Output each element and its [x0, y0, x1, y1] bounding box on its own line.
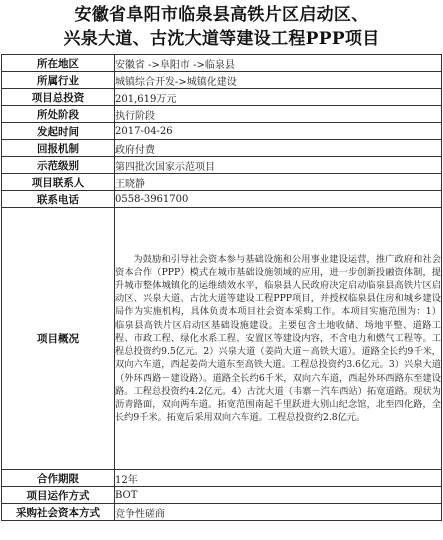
row-contact-phone [2, 191, 442, 208]
label-cooperation-period: 合作期限 [2, 470, 115, 487]
page-title [1, 0, 442, 54]
row-launch-date [2, 123, 442, 140]
value-overview: 为鼓励和引导社会资本参与基础设施和公用事业建设运营，推广政府和社会资本合作（PPP）模式在城市基础设施领域的应用，进一步创新投融资体制，提升城市整体城镇化的运维绩效水平，临泉县人民政府决定启动临泉县高铁片区启动区、兴泉大道、古沈大道等建设工程PPP项目，并授权临泉县住房和城乡建设局作为实施机构，具体负责本项目社会资本采购工作。本项目实施范围为：1）临泉县高铁片区启动区基础设施建设。主要包含土地收储、场地平整、道路工程、市政工程、绿化水系工程、安置区等建设内容，不含电力和燃气工程等。工程总投资约9.5亿元。2）兴泉大道（姜尚大道－高铁大道）。道路全长约9千米，双向六车道，西起姜尚大道东至高铁大道。工程总投资约3.6亿元。3）兴泉大道（外环西路－建设路）。道路全长约6千米，双向六车道，西起外环西路东至建设路。工程总投资约4.2亿元。4）古沈大道（韦寨－汽车西站）拓宽道路。现状为沥青路面，双向两车道。拓宽范围南起千里跃进大别山纪念馆，北至四化路，全长约9千米。拓宽后采用双向六车道。工程总投资约2.8亿元。 [115, 208, 442, 470]
row-contact-person [2, 174, 442, 191]
row-industry [2, 72, 442, 89]
row-cooperation-period [2, 470, 442, 487]
label-contact-person: 项目联系人 [2, 174, 115, 191]
value-launch-date: 2017-04-26 [115, 123, 442, 140]
label-demo-level: 示范级别 [2, 157, 115, 174]
label-stage: 所处阶段 [2, 106, 115, 123]
row-operation-mode [2, 487, 442, 504]
title-line-2: 兴泉大道、古沈大道等建设工程PPP项目 [63, 29, 380, 49]
row-procurement-method [2, 504, 442, 521]
label-operation-mode: 项目运作方式 [2, 487, 115, 504]
label-procurement-method: 采购社会资本方式 [2, 504, 115, 521]
row-overview [2, 208, 442, 470]
title-line-1: 安徽省阜阳市临泉县高铁片区启动区、 [74, 5, 369, 25]
value-procurement-method: 竞争性磋商 [115, 504, 442, 521]
label-region: 所在地区 [2, 55, 115, 72]
value-contact-person: 王晓静 [115, 174, 442, 191]
value-industry: 城镇综合开发->城镇化建设 [115, 72, 442, 89]
project-info-table [1, 54, 442, 521]
value-cooperation-period: 12年 [115, 470, 442, 487]
label-return-mechanism: 回报机制 [2, 140, 115, 157]
value-return-mechanism: 政府付费 [115, 140, 442, 157]
value-stage: 执行阶段 [115, 106, 442, 123]
value-demo-level: 第四批次国家示范项目 [115, 157, 442, 174]
value-region: 安徽省 ->阜阳市 ->临泉县 [115, 55, 442, 72]
row-stage [2, 106, 442, 123]
row-region [2, 55, 442, 72]
value-operation-mode: BOT [115, 487, 442, 504]
label-overview: 项目概况 [2, 208, 115, 470]
value-total-investment: 201,619万元 [115, 89, 442, 106]
label-industry: 所属行业 [2, 72, 115, 89]
label-total-investment: 项目总投资 [2, 89, 115, 106]
label-contact-phone: 联系电话 [2, 191, 115, 208]
row-total-investment [2, 89, 442, 106]
row-return-mechanism [2, 140, 442, 157]
value-contact-phone: 0558-3961700 [115, 191, 442, 208]
row-demo-level [2, 157, 442, 174]
label-launch-date: 发起时间 [2, 123, 115, 140]
